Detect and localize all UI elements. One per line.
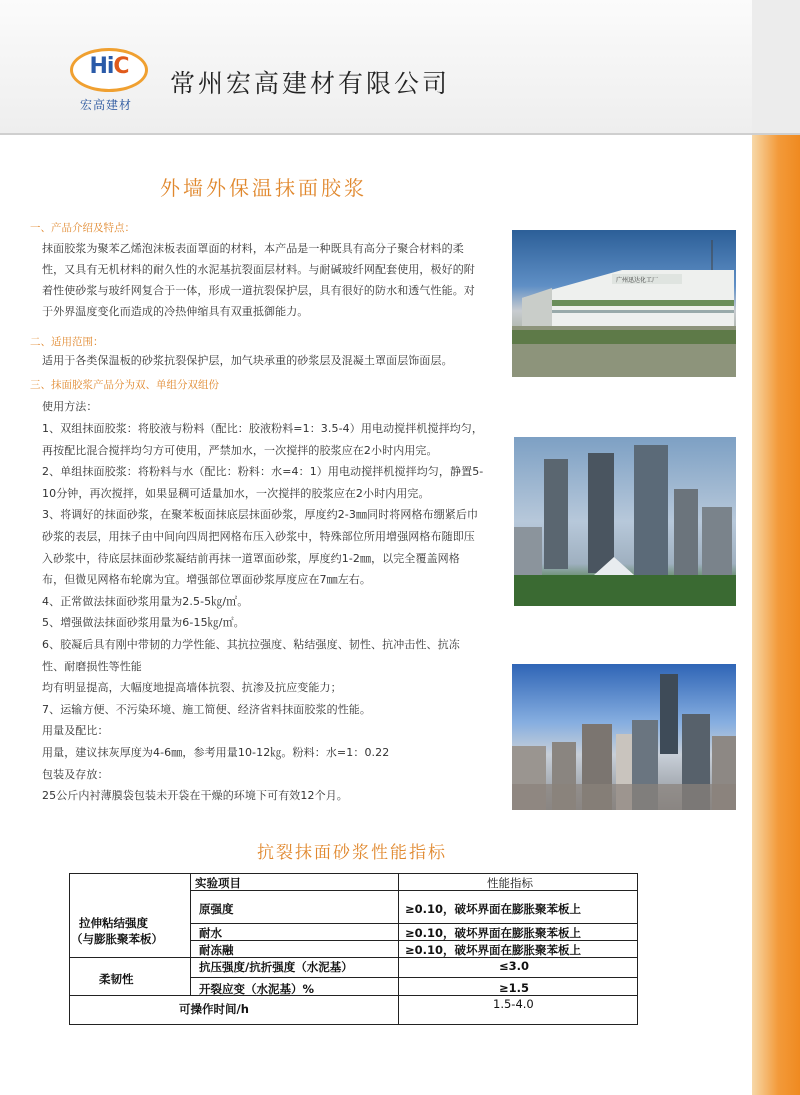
table-divider-h1 — [190, 890, 638, 891]
body-line: 用量，建议抹灰厚度为4-6㎜，参考用量10-12㎏。粉料：水=1：0.22 — [42, 745, 390, 759]
row-water-resistance-value: ≥0.10，破坏界面在膨胀聚苯板上 — [405, 926, 582, 940]
body-line: 均有明显提高，大幅度地提高墙体抗裂、抗渗及抗应变能力； — [42, 681, 342, 695]
header-item: 实验项目 — [195, 876, 241, 890]
city-aerial-photo — [512, 664, 736, 810]
header-right-panel — [752, 0, 800, 133]
header-index: 性能指标 — [487, 876, 533, 890]
table-divider-h5 — [190, 977, 638, 978]
body-line: 6、胶凝后具有刚中带韧的力学性能、其抗拉强度、粘结强度、韧性、抗冲击性、抗冻 — [42, 637, 460, 651]
group-flexibility: 柔韧性 — [99, 972, 134, 986]
intro-paragraph — [42, 238, 487, 322]
table-border-left — [69, 873, 70, 1025]
body-line: 4、正常做法抹面砂浆用量为2.5-5㎏/㎡。 — [42, 594, 249, 608]
body-line: 入砂浆中，待底层抹面砂浆凝结前再抹一道罩面砂浆，厚度约1-2㎜，以完全覆盖网格 — [42, 551, 460, 565]
body-line: 1、双组抹面胶浆：将胶液与粉料（配比：胶液粉料=1：3.5-4）用电动搅拌机搅拌均匀， — [42, 422, 483, 435]
body-line: 5、增强做法抹面砂浆用量为6-15㎏/㎡。 — [42, 616, 245, 630]
spec-table-title: 抗裂抹面砂浆性能指标 — [257, 843, 447, 863]
table-divider-h6 — [69, 995, 638, 996]
factory-sign: 广州迅达化工厂 — [616, 277, 659, 284]
page-title: 外墙外保温抹面胶浆 — [160, 176, 367, 200]
row-compress-flex-ratio-value: ≤3.0 — [499, 959, 530, 973]
section-heading-scope: 二、适用范围： — [30, 336, 104, 348]
body-line: 再按配比混合搅拌均匀方可使用，严禁加水，一次搅拌的胶浆应在2小时内用完。 — [42, 443, 438, 457]
row-crack-strain-value: ≥1.5 — [499, 981, 530, 995]
row-compress-flex-ratio: 抗压强度/抗折强度（水泥基） — [199, 960, 353, 974]
intro-line: 于外界温度变化而造成的冷热伸缩具有双重抵御能力。 — [42, 305, 309, 318]
row-crack-strain: 开裂应变（水泥基）% — [199, 982, 315, 996]
body-line: 性、耐磨损性等性能 — [42, 659, 142, 673]
logo-text: HiC — [89, 54, 129, 79]
intro-line: 着性使砂浆与玻纤网复合于一体，形成一道抗裂保护层，具有很好的防水和透气性能。对 — [42, 284, 475, 297]
usage-title: 使用方法： — [42, 400, 98, 413]
table-divider-v2 — [398, 873, 399, 1025]
body-line: 布，但微见网格布轮廓为宜。增强部位罩面砂浆厚度应在7㎜左右。 — [42, 573, 371, 587]
body-line: 7、运输方便、不污染环境、施工简便、经济省料抹面胶浆的性能。 — [42, 702, 371, 716]
table-border-bottom — [69, 1024, 638, 1025]
logo-subtitle: 宏高建材 — [80, 98, 133, 112]
section-heading-intro: 一、产品介绍及特点： — [30, 222, 135, 234]
scope-text: 适用于各类保温板的砂浆抗裂保护层，加气块承重的砂浆层及混凝土罩面层饰面层。 — [42, 354, 453, 367]
row-working-time: 可操作时间/h — [179, 1002, 249, 1016]
row-freeze-thaw: 耐冻融 — [199, 943, 234, 957]
section-heading-types: 三、抹面胶浆产品分为双、单组分双组份 — [30, 379, 219, 391]
row-original-strength: 原强度 — [199, 902, 234, 916]
decorative-orange-stripe — [752, 135, 800, 1095]
body-line: 3、将调好的抹面砂浆，在聚苯板面抹底层抹面砂浆，厚度约2-3㎜同时将网格布绷紧后巾 — [42, 508, 479, 522]
city-illustration — [512, 664, 736, 810]
usage-body — [42, 418, 487, 807]
body-line: 包装及存放： — [42, 767, 109, 781]
intro-line: 性，又具有无机材料的耐久性的水泥基抗裂面层材料。与耐碱玻纤网配套使用，极好的附 — [42, 263, 475, 276]
row-freeze-thaw-value: ≥0.10，破坏界面在膨胀聚苯板上 — [405, 943, 582, 957]
table-border-top — [69, 873, 638, 874]
body-line: 10分钟，再次搅拌，如果显稠可适量加水，一次搅拌的胶浆应在2小时内用完。 — [42, 486, 430, 500]
skyline-illustration — [514, 437, 736, 606]
body-line: 25公斤内衬薄膜袋包装未开袋在干燥的环境下可有效12个月。 — [42, 789, 348, 803]
factory-illustration — [512, 230, 736, 377]
spec-table — [69, 873, 638, 1025]
row-original-strength-value: ≥0.10，破坏界面在膨胀聚苯板上 — [405, 902, 582, 916]
company-logo — [70, 48, 146, 92]
body-line: 2、单组抹面胶浆：将粉料与水（配比：粉料：水=4：1）用电动搅拌机搅拌均匀，静置5- — [42, 465, 484, 479]
intro-line: 抹面胶浆为聚苯乙烯泡沫板表面罩面的材料，本产品是一种既具有高分子聚合材料的柔 — [42, 242, 464, 255]
factory-building-photo — [512, 230, 736, 377]
row-water-resistance: 耐水 — [199, 926, 222, 940]
skyline-photo — [514, 437, 736, 606]
body-line: 用量及配比： — [42, 724, 109, 738]
group-tensile-bond-sub: （与膨胀聚苯板） — [71, 932, 163, 946]
body-line: 砂浆的表层，用抹子由中间向四周把网格布压入砂浆中，特殊部位所用增强网格布随即压 — [42, 529, 475, 543]
row-working-time-value: 1.5-4.0 — [493, 997, 534, 1011]
table-divider-h2 — [190, 923, 638, 924]
table-border-right — [637, 873, 638, 1025]
company-name: 常州宏高建材有限公司 — [170, 69, 451, 98]
group-tensile-bond: 拉伸粘结强度 — [79, 916, 148, 930]
